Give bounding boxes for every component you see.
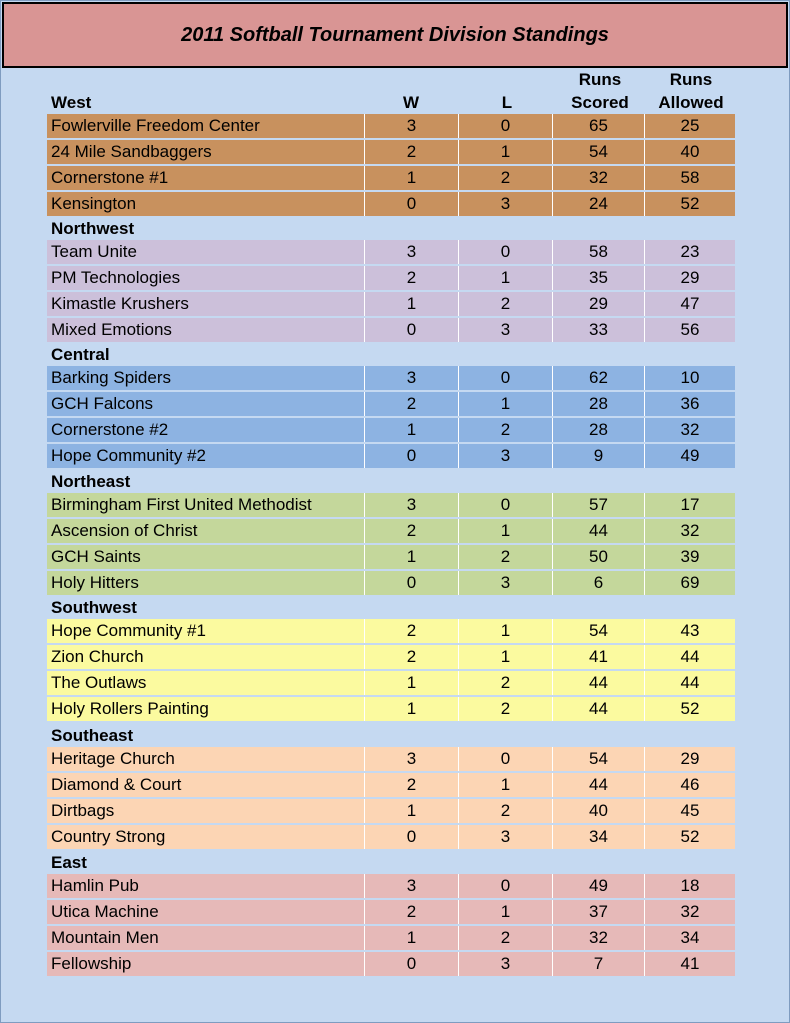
wins-cell: 3 [365,366,459,390]
table-row [47,619,735,643]
losses-cell: 1 [459,140,553,164]
team-name-cell: The Outlaws [47,671,365,695]
table-row [47,140,735,164]
losses-cell: 3 [459,444,553,468]
header-runs-scored-line2: Scored [571,93,629,112]
wins-cell: 2 [365,645,459,669]
team-name-cell: Birmingham First United Methodist [47,493,365,517]
team-name-cell: Hope Community #1 [47,619,365,643]
losses-cell: 3 [459,952,553,976]
runs-scored-cell: 35 [553,266,645,290]
wins-cell: 1 [365,926,459,950]
runs-scored-cell: 65 [553,114,645,138]
runs-scored-cell: 40 [553,799,645,823]
wins-cell: 1 [365,671,459,695]
runs-scored-cell: 49 [553,874,645,898]
runs-scored-cell: 57 [553,493,645,517]
runs-scored-cell: 33 [553,318,645,342]
wins-cell: 2 [365,140,459,164]
losses-cell: 1 [459,773,553,797]
team-name-cell: GCH Saints [47,545,365,569]
losses-cell: 2 [459,166,553,190]
runs-allowed-cell: 10 [680,368,700,387]
division-label: Southwest [51,598,137,617]
team-name-cell: Diamond & Court [47,773,365,797]
team-name-cell: PM Technologies [47,266,365,290]
table-row [47,900,735,924]
runs-scored-cell: 37 [553,900,645,924]
table-row [47,747,735,771]
runs-allowed-cell: 17 [680,495,700,514]
runs-allowed-cell: 39 [680,547,700,566]
losses-cell: 0 [459,114,553,138]
team-name-cell: Kensington [47,192,365,216]
wins-cell: 0 [365,825,459,849]
wins-cell: 1 [365,545,459,569]
losses-cell: 2 [459,697,553,721]
losses-cell: 1 [459,900,553,924]
page-title: 2011 Softball Tournament Division Standings [181,23,609,46]
team-name-cell: Dirtbags [47,799,365,823]
runs-allowed-cell: 44 [680,673,700,692]
runs-scored-cell: 29 [553,292,645,316]
table-row [47,799,735,823]
table-row [47,519,735,543]
losses-cell: 3 [459,192,553,216]
wins-cell: 2 [365,392,459,416]
team-name-cell: Hamlin Pub [47,874,365,898]
runs-scored-cell: 9 [553,444,645,468]
runs-scored-cell: 44 [553,671,645,695]
header-runs-scored-line1: Runs [578,70,622,89]
team-name-cell: Holy Rollers Painting [47,697,365,721]
table-row [47,926,735,950]
runs-allowed-cell: 40 [680,142,700,161]
runs-scored-cell: 32 [553,166,645,190]
runs-scored-cell: 7 [553,952,645,976]
losses-cell: 2 [459,671,553,695]
runs-allowed-cell: 25 [680,116,700,135]
runs-allowed-cell: 32 [680,420,700,439]
losses-cell: 2 [459,292,553,316]
table-row [47,166,735,190]
table-row [47,444,735,468]
runs-allowed-cell: 47 [680,294,700,313]
losses-cell: 2 [459,926,553,950]
runs-allowed-cell: 29 [680,749,700,768]
runs-allowed-cell: 45 [680,801,700,820]
division-label: Central [51,345,110,364]
table-row [47,318,735,342]
header-runs-allowed-line2: Allowed [658,93,724,112]
wins-cell: 2 [365,266,459,290]
team-name-cell: Utica Machine [47,900,365,924]
team-name-cell: Mixed Emotions [47,318,365,342]
division-label: East [51,853,87,872]
wins-cell: 1 [365,292,459,316]
table-row [47,418,735,442]
table-row [47,266,735,290]
losses-cell: 0 [459,240,553,264]
table-row [47,874,735,898]
team-name-cell: Fowlerville Freedom Center [47,114,365,138]
wins-cell: 0 [365,192,459,216]
team-name-cell: Cornerstone #1 [47,166,365,190]
runs-allowed-cell: 23 [680,242,700,261]
table-row [47,825,735,849]
table-row [47,773,735,797]
team-name-cell: Country Strong [47,825,365,849]
runs-allowed-cell: 52 [680,699,700,718]
table-row [47,645,735,669]
team-name-cell: Heritage Church [47,747,365,771]
wins-cell: 3 [365,493,459,517]
title-banner [2,2,788,68]
losses-cell: 0 [459,747,553,771]
table-row [47,292,735,316]
runs-scored-cell: 54 [553,619,645,643]
wins-cell: 1 [365,697,459,721]
table-row [47,392,735,416]
runs-scored-cell: 6 [553,571,645,595]
wins-cell: 3 [365,747,459,771]
losses-cell: 3 [459,571,553,595]
wins-cell: 2 [365,900,459,924]
runs-allowed-cell: 43 [680,621,700,640]
losses-cell: 3 [459,318,553,342]
team-name-cell: Team Unite [47,240,365,264]
runs-scored-cell: 44 [553,773,645,797]
team-name-cell: Barking Spiders [47,366,365,390]
losses-cell: 2 [459,799,553,823]
division-label: Southeast [51,726,134,745]
losses-cell: 0 [459,366,553,390]
team-name-cell: Kimastle Krushers [47,292,365,316]
runs-scored-cell: 28 [553,418,645,442]
runs-allowed-cell: 32 [680,902,700,921]
runs-allowed-cell: 46 [680,775,700,794]
table-row [47,192,735,216]
runs-allowed-cell: 49 [680,446,700,465]
table-row [47,545,735,569]
team-name-cell: Cornerstone #2 [47,418,365,442]
team-name-cell: GCH Falcons [47,392,365,416]
wins-cell: 1 [365,166,459,190]
runs-allowed-cell: 18 [680,876,700,895]
wins-cell: 2 [365,619,459,643]
table-row [47,366,735,390]
runs-allowed-cell: 36 [680,394,700,413]
losses-cell: 2 [459,418,553,442]
runs-allowed-cell: 44 [680,647,700,666]
table-row [47,240,735,264]
team-name-cell: Zion Church [47,645,365,669]
runs-allowed-cell: 58 [680,168,700,187]
team-name-cell: Holy Hitters [47,571,365,595]
runs-scored-cell: 44 [553,697,645,721]
team-name-cell: Mountain Men [47,926,365,950]
division-label: West [51,93,92,112]
runs-scored-cell: 50 [553,545,645,569]
table-row [47,697,735,721]
runs-scored-cell: 34 [553,825,645,849]
table-row [47,671,735,695]
losses-cell: 1 [459,645,553,669]
division-label: Northeast [51,472,131,491]
wins-cell: 0 [365,444,459,468]
losses-cell: 3 [459,825,553,849]
table-row [47,571,735,595]
losses-cell: 1 [459,519,553,543]
header-losses: L [501,93,513,112]
runs-allowed-cell: 52 [680,827,700,846]
runs-scored-cell: 28 [553,392,645,416]
table-row [47,493,735,517]
table-row [47,952,735,976]
losses-cell: 0 [459,874,553,898]
wins-cell: 0 [365,952,459,976]
runs-allowed-cell: 41 [680,954,700,973]
runs-allowed-cell: 56 [680,320,700,339]
wins-cell: 1 [365,418,459,442]
wins-cell: 3 [365,874,459,898]
runs-scored-cell: 44 [553,519,645,543]
runs-scored-cell: 41 [553,645,645,669]
wins-cell: 2 [365,773,459,797]
losses-cell: 1 [459,619,553,643]
division-label: Northwest [51,219,135,238]
table-row [47,114,735,138]
runs-scored-cell: 58 [553,240,645,264]
wins-cell: 3 [365,114,459,138]
runs-scored-cell: 24 [553,192,645,216]
header-wins: W [402,93,420,112]
wins-cell: 0 [365,318,459,342]
runs-scored-cell: 54 [553,747,645,771]
runs-scored-cell: 62 [553,366,645,390]
wins-cell: 2 [365,519,459,543]
header-runs-allowed-line1: Runs [669,70,713,89]
runs-allowed-cell: 69 [680,573,700,592]
team-name-cell: Hope Community #2 [47,444,365,468]
runs-scored-cell: 54 [553,140,645,164]
wins-cell: 1 [365,799,459,823]
losses-cell: 1 [459,266,553,290]
wins-cell: 3 [365,240,459,264]
runs-scored-cell: 32 [553,926,645,950]
runs-allowed-cell: 32 [680,521,700,540]
team-name-cell: Ascension of Christ [47,519,365,543]
wins-cell: 0 [365,571,459,595]
runs-allowed-cell: 29 [680,268,700,287]
runs-allowed-cell: 52 [680,194,700,213]
losses-cell: 0 [459,493,553,517]
team-name-cell: Fellowship [47,952,365,976]
losses-cell: 1 [459,392,553,416]
team-name-cell: 24 Mile Sandbaggers [47,140,365,164]
losses-cell: 2 [459,545,553,569]
runs-allowed-cell: 34 [680,928,700,947]
